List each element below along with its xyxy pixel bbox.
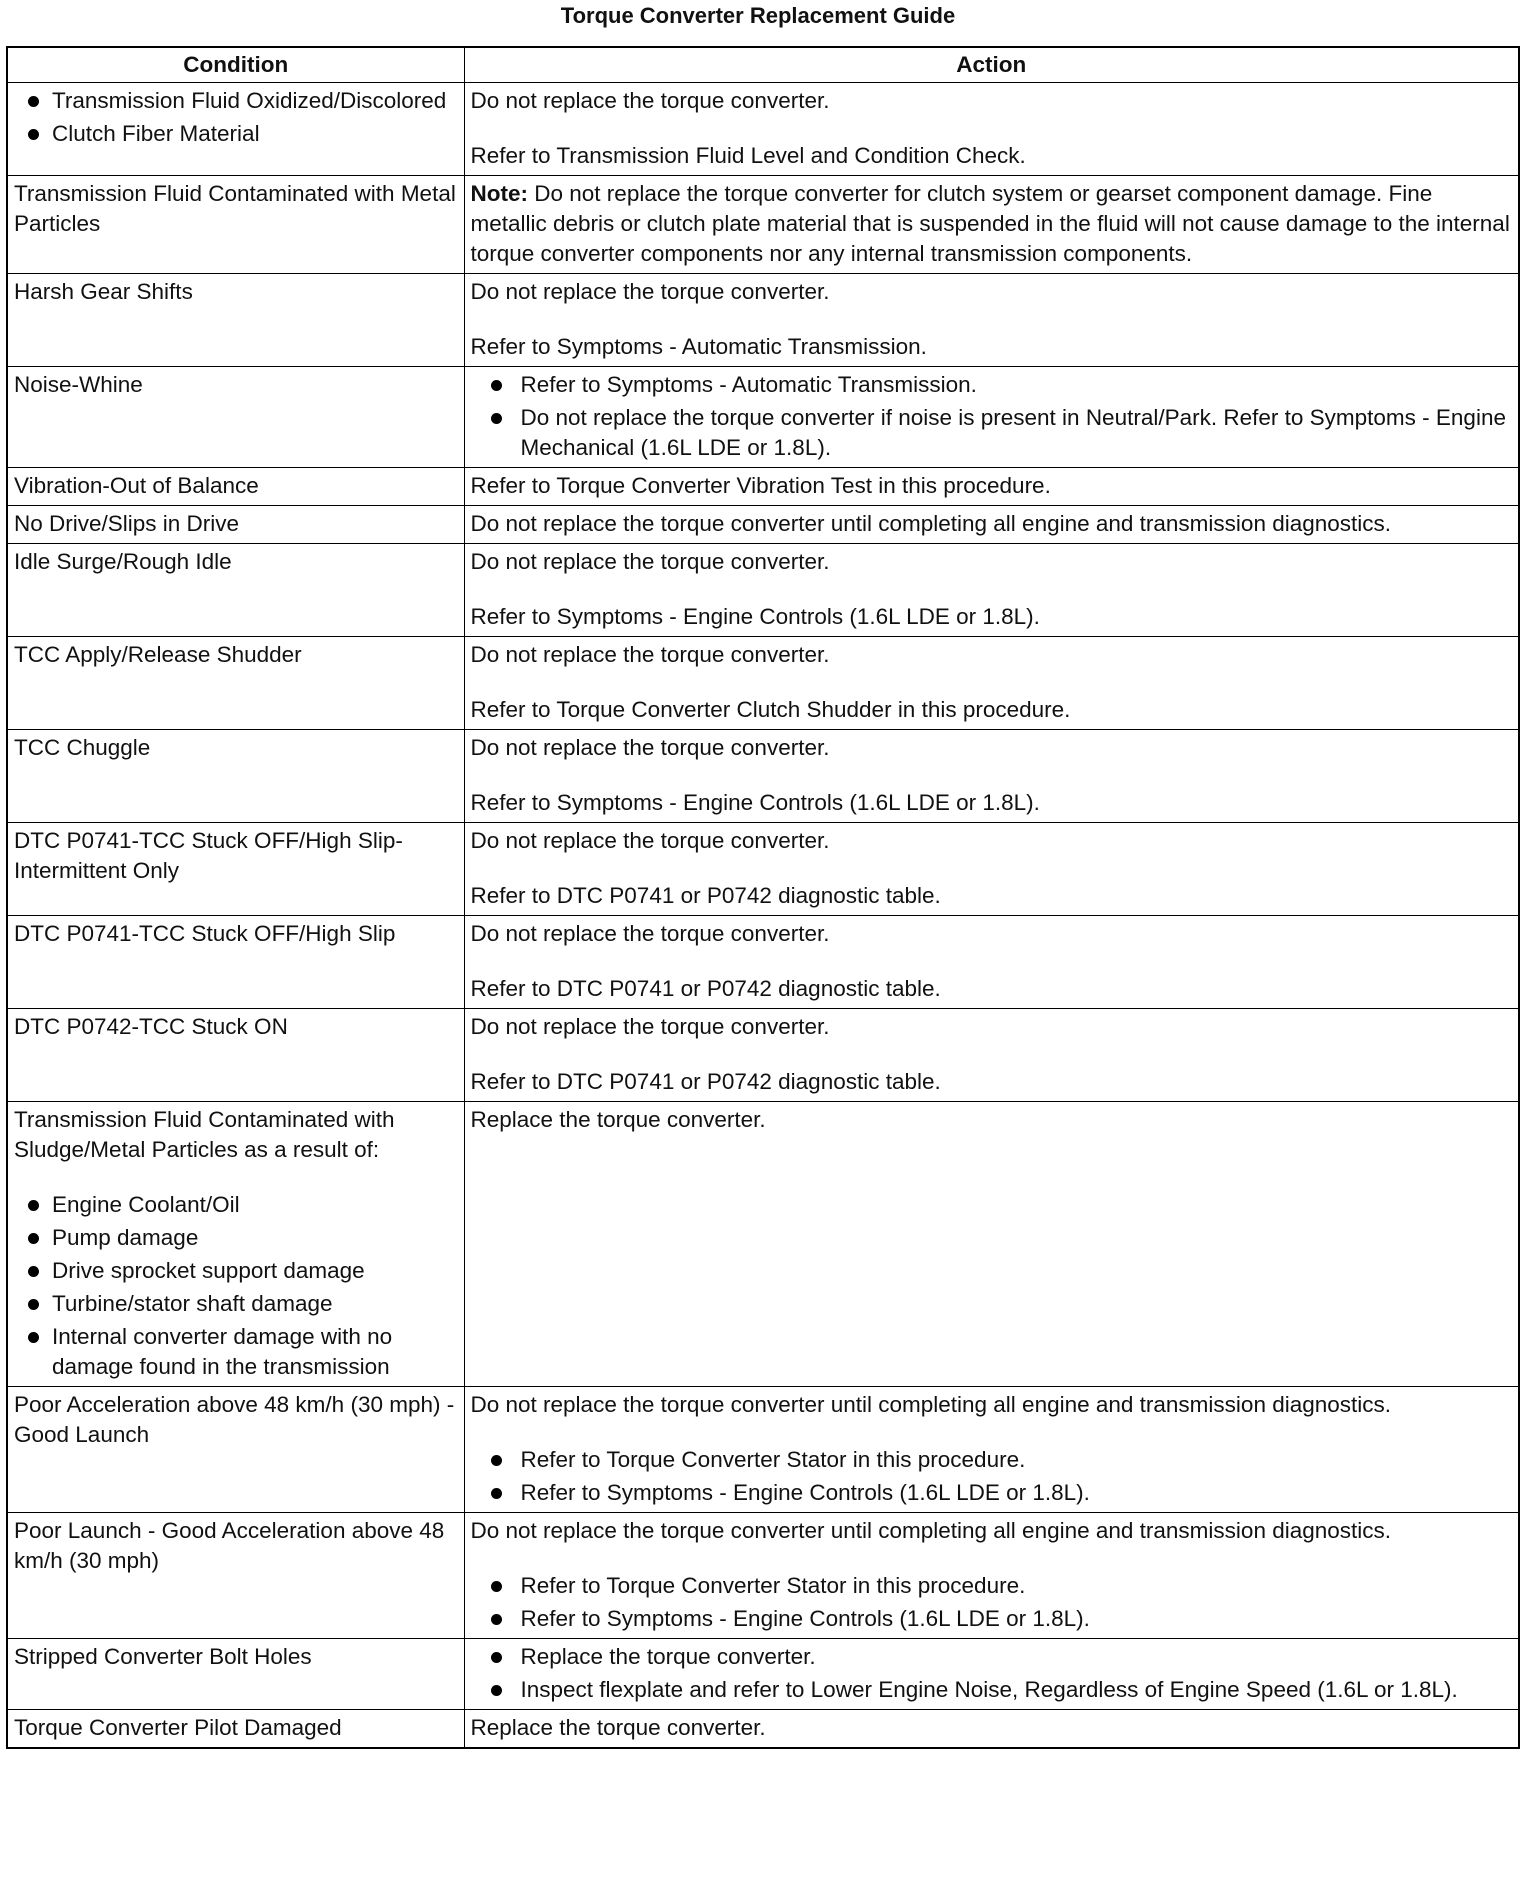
- table-row: [7, 1710, 1519, 1749]
- action-text: Refer to Torque Converter Clutch Shudder in this procedure.: [470, 697, 1071, 722]
- table-row: [7, 823, 1519, 916]
- document-title: Torque Converter Replacement Guide: [560, 3, 956, 28]
- condition-cell: Poor Acceleration above 48 km/h (30 mph) - Good Launch: [7, 1387, 464, 1513]
- list-item: Transmission Fluid Oxidized/Discolored: [14, 86, 458, 116]
- table-row: [7, 176, 1519, 274]
- condition-cell: [7, 83, 464, 176]
- action-cell: [464, 916, 1519, 1009]
- action-cell: [464, 637, 1519, 730]
- action-text: Refer to Symptoms - Engine Controls (1.6L LDE or 1.8L).: [470, 604, 1040, 629]
- action-text: Do not replace the torque converter.: [470, 921, 830, 946]
- table-row: [7, 730, 1519, 823]
- condition-cell: No Drive/Slips in Drive: [7, 506, 464, 544]
- table-row: [7, 1513, 1519, 1639]
- action-text: Refer to DTC P0741 or P0742 diagnostic table.: [470, 976, 941, 1001]
- action-text: Refer to Torque Converter Vibration Test in this procedure.: [470, 473, 1051, 498]
- action-text: Refer to Symptoms - Automatic Transmission.: [470, 334, 927, 359]
- list-item: Turbine/stator shaft damage: [14, 1289, 458, 1319]
- table-row: [7, 1009, 1519, 1102]
- condition-cell: DTC P0741-TCC Stuck OFF/High Slip: [7, 916, 464, 1009]
- action-text: Do not replace the torque converter.: [470, 1014, 830, 1039]
- torque-converter-guide-table: [6, 46, 1520, 1749]
- list-item: Refer to Symptoms - Engine Controls (1.6L LDE or 1.8L).: [471, 1604, 1513, 1634]
- table-row: [7, 1639, 1519, 1710]
- action-column-header: Action: [464, 47, 1519, 83]
- condition-cell: Poor Launch - Good Acceleration above 48 km/h (30 mph): [7, 1513, 464, 1639]
- table-row: [7, 544, 1519, 637]
- action-text: Refer to Transmission Fluid Level and Condition Check.: [470, 143, 1026, 168]
- action-text: Do not replace the torque converter.: [470, 642, 830, 667]
- list-item: Do not replace the torque converter if noise is present in Neutral/Park. Refer to Symptoms - Engine Mechanical (1.6L LDE or 1.8L).: [471, 403, 1513, 463]
- table-header-row: [7, 47, 1519, 83]
- action-text: Do not replace the torque converter.: [470, 735, 830, 760]
- condition-cell: DTC P0742-TCC Stuck ON: [7, 1009, 464, 1102]
- table-row: [7, 83, 1519, 176]
- list-item: Pump damage: [14, 1223, 458, 1253]
- table-row: [7, 506, 1519, 544]
- action-text: Do not replace the torque converter until completing all engine and transmission diagnostics.: [470, 511, 1392, 536]
- action-cell: [464, 1513, 1519, 1639]
- table-row: [7, 468, 1519, 506]
- table-row: [7, 1102, 1519, 1387]
- action-cell: [464, 1387, 1519, 1513]
- action-text: Do not replace the torque converter until completing all engine and transmission diagnostics.: [470, 1392, 1392, 1417]
- list-item: Refer to Symptoms - Engine Controls (1.6L LDE or 1.8L).: [471, 1478, 1513, 1508]
- action-cell: [464, 730, 1519, 823]
- action-text: Do not replace the torque converter.: [470, 88, 830, 113]
- action-text: Replace the torque converter.: [470, 1107, 766, 1132]
- action-text: Refer to DTC P0741 or P0742 diagnostic table.: [470, 883, 941, 908]
- action-cell: [464, 1710, 1519, 1749]
- action-cell: [464, 367, 1519, 468]
- condition-column-header: Condition: [7, 47, 464, 83]
- list-item: Internal converter damage with no damage found in the transmission: [14, 1322, 458, 1382]
- action-text: Do not replace the torque converter.: [470, 549, 830, 574]
- action-cell: [464, 1102, 1519, 1387]
- action-text: Do not replace the torque converter.: [470, 828, 830, 853]
- condition-cell: TCC Apply/Release Shudder: [7, 637, 464, 730]
- note-label: Note:: [470, 181, 528, 206]
- list-item: Drive sprocket support damage: [14, 1256, 458, 1286]
- note-text: Do not replace the torque converter for clutch system or gearset component damage. Fine metallic debris or clutch plate material that is suspended in the fluid will not cause damage to the internal torque converter components nor any internal transmission components.: [470, 181, 1510, 266]
- list-item: Refer to Torque Converter Stator in this procedure.: [471, 1571, 1513, 1601]
- condition-cell: Noise-Whine: [7, 367, 464, 468]
- document-page: [0, 2, 1520, 1902]
- action-text: Refer to DTC P0741 or P0742 diagnostic table.: [470, 1069, 941, 1094]
- list-item: Refer to Symptoms - Automatic Transmission.: [471, 370, 1513, 400]
- action-cell: [464, 83, 1519, 176]
- action-cell: [464, 506, 1519, 544]
- action-cell: [464, 1009, 1519, 1102]
- action-cell: [464, 176, 1519, 274]
- condition-cell: TCC Chuggle: [7, 730, 464, 823]
- action-text: Replace the torque converter.: [470, 1715, 766, 1740]
- table-row: [7, 637, 1519, 730]
- condition-cell: Stripped Converter Bolt Holes: [7, 1639, 464, 1710]
- list-item: Clutch Fiber Material: [14, 119, 458, 149]
- list-item: Refer to Torque Converter Stator in this procedure.: [471, 1445, 1513, 1475]
- table-row: [7, 1387, 1519, 1513]
- condition-text: Transmission Fluid Contaminated with Sludge/Metal Particles as a result of:: [14, 1107, 395, 1162]
- table-row: [7, 367, 1519, 468]
- table-row: [7, 274, 1519, 367]
- action-cell: [464, 1639, 1519, 1710]
- condition-cell: Vibration-Out of Balance: [7, 468, 464, 506]
- list-item: Replace the torque converter.: [471, 1642, 1513, 1672]
- action-cell: [464, 823, 1519, 916]
- list-item: Inspect flexplate and refer to Lower Engine Noise, Regardless of Engine Speed (1.6L or 1.8L).: [471, 1675, 1513, 1705]
- condition-cell: Idle Surge/Rough Idle: [7, 544, 464, 637]
- action-cell: [464, 468, 1519, 506]
- action-text: Do not replace the torque converter until completing all engine and transmission diagnostics.: [470, 1518, 1392, 1543]
- action-text: Refer to Symptoms - Engine Controls (1.6L LDE or 1.8L).: [470, 790, 1040, 815]
- condition-cell: [7, 1102, 464, 1387]
- action-text: Do not replace the torque converter.: [470, 279, 830, 304]
- action-cell: [464, 544, 1519, 637]
- action-cell: [464, 274, 1519, 367]
- condition-cell: Harsh Gear Shifts: [7, 274, 464, 367]
- condition-cell: Transmission Fluid Contaminated with Metal Particles: [7, 176, 464, 274]
- condition-cell: DTC P0741-TCC Stuck OFF/High Slip-Intermittent Only: [7, 823, 464, 916]
- condition-cell: Torque Converter Pilot Damaged: [7, 1710, 464, 1749]
- list-item: Engine Coolant/Oil: [14, 1190, 458, 1220]
- note-paragraph: [471, 179, 1513, 269]
- table-row: [7, 916, 1519, 1009]
